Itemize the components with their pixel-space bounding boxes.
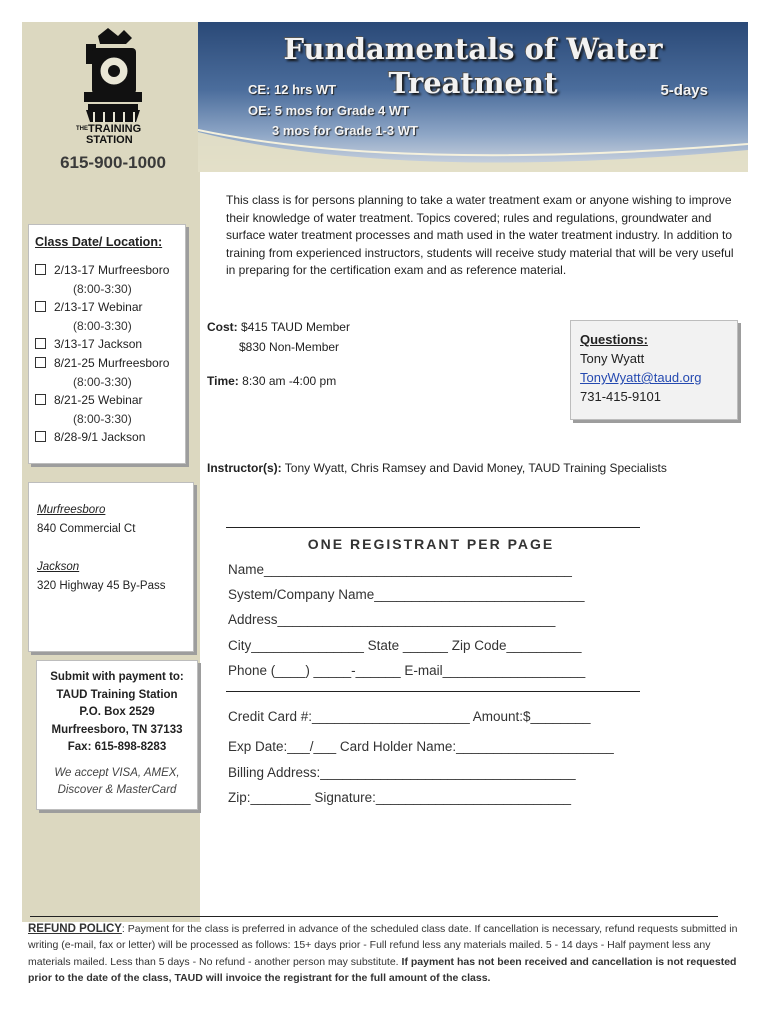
course-description: This class is for persons planning to take a water treatment exam or anyone wishing to improve their knowledge of water treatment. Topics covered; rules and regulations, groundwater and surface water treatment processes and math used in the water treatment industry. In addition to training from experienced instructors, students will receive study material that will be very useful in preparing for the certification exam and as reference material. bbox=[226, 193, 734, 278]
date-item bbox=[35, 428, 185, 446]
oe-grade4: OE: 5 mos for Grade 4 WT bbox=[248, 103, 410, 118]
zip-signature-field[interactable]: Zip:________ Signature:__________________________ bbox=[228, 790, 572, 805]
instructors-value: Tony Wyatt, Chris Ramsey and David Money, TAUD Training Specialists bbox=[284, 461, 667, 475]
location-address: 320 Highway 45 By-Pass bbox=[37, 580, 166, 592]
refund-title: REFUND POLICY bbox=[28, 923, 122, 935]
date-time: (8:00-3:30) bbox=[73, 375, 132, 389]
date-time: (8:00-3:30) bbox=[73, 319, 132, 333]
time-value: 8:30 am -4:00 pm bbox=[242, 374, 337, 388]
instructors-label: Instructor(s): bbox=[207, 461, 282, 475]
questions-title: Questions: bbox=[580, 332, 648, 347]
ce-hours: CE: 12 hrs WT bbox=[248, 82, 337, 97]
company-field[interactable]: System/Company Name____________________________ bbox=[228, 587, 585, 602]
date-label: 8/21-25 Murfreesboro bbox=[54, 356, 170, 370]
billing-address-field[interactable]: Billing Address:__________________________________ bbox=[228, 765, 576, 780]
course-duration: 5-days bbox=[660, 82, 708, 99]
date-item bbox=[35, 261, 185, 298]
name-field[interactable]: Name_________________________________________ bbox=[228, 562, 572, 577]
contact-email-link[interactable]: TonyWyatt@taud.org bbox=[580, 370, 702, 385]
cost-block bbox=[207, 317, 350, 357]
date-item bbox=[35, 354, 185, 391]
date-label: 8/28-9/1 Jackson bbox=[54, 430, 146, 444]
time-label: Time: bbox=[207, 374, 239, 388]
form-heading: ONE REGISTRANT PER PAGE bbox=[307, 536, 555, 552]
checkbox[interactable] bbox=[35, 301, 46, 312]
payment-cards-2: Discover & MasterCard bbox=[57, 784, 177, 796]
cost-label: Cost: bbox=[207, 320, 238, 334]
payment-panel bbox=[36, 660, 198, 810]
exp-cardholder-field[interactable]: Exp Date:___/___ Card Holder Name:_____________________ bbox=[228, 739, 614, 754]
cost-non-member: $830 Non-Member bbox=[239, 340, 340, 354]
payment-pobox: P.O. Box 2529 bbox=[79, 706, 155, 718]
logo-line2: STATION bbox=[86, 134, 133, 146]
divider bbox=[226, 527, 640, 528]
payment-cards-1: We accept VISA, AMEX, bbox=[54, 766, 180, 779]
refund-policy bbox=[28, 921, 744, 987]
time-block bbox=[207, 374, 336, 388]
class-dates-panel bbox=[28, 224, 186, 464]
logo bbox=[78, 26, 148, 148]
address-field[interactable]: Address_____________________________________ bbox=[228, 612, 556, 627]
date-label: 2/13-17 Murfreesboro bbox=[54, 263, 170, 277]
questions-panel bbox=[570, 320, 738, 420]
date-label: 2/13-17 Webinar bbox=[54, 300, 143, 314]
city-state-zip-field[interactable]: City_______________ State ______ Zip Code__________ bbox=[228, 638, 582, 653]
payment-org: TAUD Training Station bbox=[56, 688, 178, 701]
divider bbox=[226, 691, 640, 692]
date-label: 8/21-25 Webinar bbox=[54, 393, 143, 407]
location-city: Jackson bbox=[37, 561, 80, 573]
divider bbox=[30, 916, 718, 917]
refund-text: : Payment for the class is preferred in advance of the scheduled class date. If cancellation is necessary, refund requests submitted in writing (e-mail, fax or letter) will be processed as follows: 15+ days prior - Full refund less any materials mailed. 5 - 14 days - Half payment less any materials mailed. Less than 5 days - No refund - another person may substitute. bbox=[28, 923, 738, 968]
checkbox[interactable] bbox=[35, 394, 46, 405]
date-time: (8:00-3:30) bbox=[73, 412, 132, 426]
date-item bbox=[35, 391, 185, 428]
location-address: 840 Commercial Ct bbox=[37, 523, 136, 535]
date-label: 3/13-17 Jackson bbox=[54, 337, 143, 351]
date-item bbox=[35, 335, 185, 353]
header-banner bbox=[198, 22, 748, 172]
contact-phone: 731-415-9101 bbox=[580, 389, 661, 404]
phone-number: 615-900-1000 bbox=[60, 153, 166, 172]
checkbox[interactable] bbox=[35, 264, 46, 275]
course-title: Fundamentals of Water Treatment bbox=[283, 32, 663, 100]
payment-heading: Submit with payment to: bbox=[50, 671, 184, 683]
checkbox[interactable] bbox=[35, 338, 46, 349]
checkbox[interactable] bbox=[35, 431, 46, 442]
instructors bbox=[207, 461, 667, 475]
cost-member: $415 TAUD Member bbox=[241, 320, 350, 334]
refund-bold: If payment has not been received and cancellation is not requested prior to the date of the class, TAUD will invoice the registrant for the full amount of the class. bbox=[28, 955, 737, 985]
payment-city: Murfreesboro, TN 37133 bbox=[51, 723, 183, 736]
logo-prefix: THE bbox=[76, 126, 88, 132]
logo-line1: TRAINING bbox=[88, 123, 142, 135]
locations-panel bbox=[28, 482, 194, 652]
oe-grade1-3: 3 mos for Grade 1-3 WT bbox=[272, 123, 418, 138]
contact-name: Tony Wyatt bbox=[580, 351, 645, 366]
location-city: Murfreesboro bbox=[37, 504, 106, 516]
class-dates-title: Class Date/ Location: bbox=[35, 235, 163, 249]
credit-card-field[interactable]: Credit Card #:_____________________ Amount:$________ bbox=[228, 709, 591, 724]
payment-fax: Fax: 615-898-8283 bbox=[67, 741, 167, 753]
date-item bbox=[35, 298, 185, 335]
checkbox[interactable] bbox=[35, 357, 46, 368]
date-time: (8:00-3:30) bbox=[73, 282, 132, 296]
phone-email-field[interactable]: Phone (____) _____-______ E-mail___________________ bbox=[228, 663, 586, 678]
